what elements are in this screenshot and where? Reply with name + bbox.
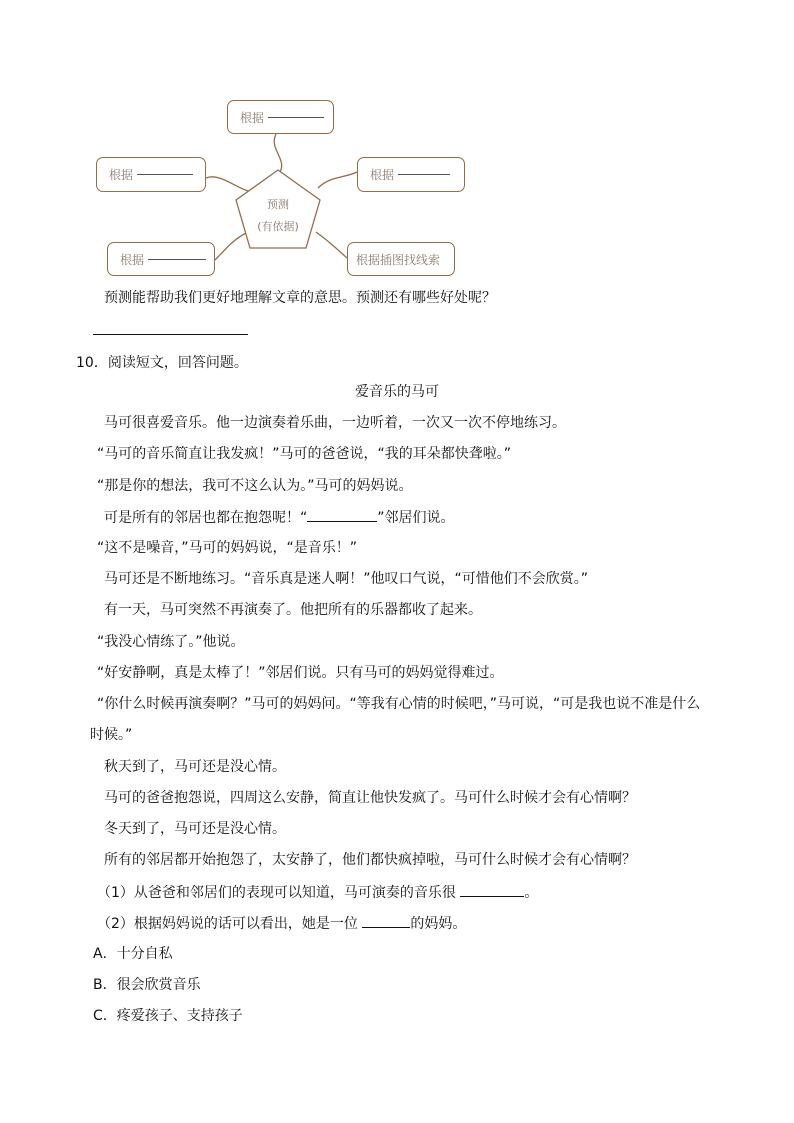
passage-p2: “马可的音乐简直让我发疯！”马可的爸爸说，“我的耳朵都快聋啦。” [97, 446, 512, 462]
diagram-box-right [357, 157, 465, 192]
passage-p8: “我没心情练了。”他说。 [97, 634, 245, 650]
passage-p4-start: 可是所有的邻居也都在抱怨呢！“ [104, 510, 308, 526]
box-right-label: 根据 [370, 168, 395, 182]
box-right-blank[interactable] [398, 174, 450, 175]
q10-number: 10． [76, 355, 108, 371]
passage-p10-line2: 时候。” [90, 727, 133, 743]
box-left-label: 根据 [109, 168, 134, 182]
option-a[interactable]: A．十分自私 [93, 946, 173, 962]
sub-question-2: （2）根据妈妈说的话可以看出，她是一位 [97, 916, 363, 932]
option-b[interactable]: B．很会欣赏音乐 [93, 977, 201, 993]
pentagon-label-2: (有依据) [257, 220, 299, 233]
passage-p7: 有一天，马可突然不再演奏了。他把所有的乐器都收了起来。 [104, 602, 482, 618]
box-top-blank[interactable] [268, 117, 324, 118]
connector-left [206, 177, 252, 192]
box-bottom-left-blank[interactable] [148, 259, 206, 260]
passage-p12: 马可的爸爸抱怨说，四周这么安静，简直让他快发疯了。马可什么时候才会有心情啊？ [104, 790, 636, 806]
passage-p3: “那是你的想法，我可不这么认为。”马可的妈妈说。 [97, 478, 413, 494]
diagram-box-bottom-right [347, 242, 455, 276]
connector-bottom-left [215, 232, 248, 260]
sub1-blank[interactable] [460, 882, 524, 897]
passage-p9: “好安静啊，真是太棒了！”邻居们说。只有马可的妈妈觉得难过。 [97, 665, 504, 681]
passage-p11: 秋天到了，马可还是没心情。 [104, 759, 286, 775]
passage-title: 爱音乐的马可 [355, 384, 439, 400]
sub-question-1-end: 。 [524, 885, 539, 901]
option-c[interactable]: C．疼爱孩子、支持孩子 [93, 1008, 243, 1024]
diagram-box-bottom-left [107, 242, 215, 276]
passage-p5: “这不是噪音，”马可的妈妈说，“是音乐！” [97, 540, 358, 556]
passage-p13: 冬天到了，马可还是没心情。 [104, 821, 286, 837]
passage-p14: 所有的邻居都开始抱怨了，太安静了，他们都快疯掉啦，马可什么时候才会有心情啊？ [104, 852, 636, 868]
connector-right [318, 172, 357, 188]
passage-p4-end: ”邻居们说。 [377, 510, 455, 526]
sub2-blank[interactable] [362, 913, 410, 928]
connector-bottom-right [316, 232, 347, 258]
p4-blank[interactable] [307, 507, 377, 522]
passage-p6: 马可还是不断地练习。“音乐真是迷人啊！”他叹口气说，“可惜他们不会欣赏。” [104, 571, 589, 587]
passage-p10-line1: “你什么时候再演奏啊？”马可的妈妈问。“等我有心情的时候吧，”马可说，“可是我也说不准是什么 [97, 696, 701, 712]
diagram-box-top [227, 100, 334, 134]
q9-answer-line[interactable] [93, 334, 248, 335]
pentagon-label-1: 预测 [267, 198, 289, 211]
box-top-label: 根据 [240, 110, 265, 125]
connector-top [274, 134, 281, 175]
q10-instruction: 阅读短文，回答问题。 [107, 355, 248, 371]
sub-question-2-end: 的妈妈。 [410, 916, 467, 932]
box-bottom-right-label: 根据插图找线索 [356, 252, 441, 267]
passage-p1: 马可很喜爱音乐。他一边演奏着乐曲，一边听着，一次又一次不停地练习。 [104, 415, 566, 431]
box-bottom-left-label: 根据 [120, 252, 145, 267]
sub-question-1: （1）从爸爸和邻居们的表现可以知道，马可演奏的音乐很 [97, 885, 461, 901]
box-left-blank[interactable] [137, 174, 193, 175]
q9-question: 预测能帮助我们更好地理解文章的意思。预测还有哪些好处呢？ [104, 290, 496, 306]
diagram-box-left [96, 157, 206, 192]
